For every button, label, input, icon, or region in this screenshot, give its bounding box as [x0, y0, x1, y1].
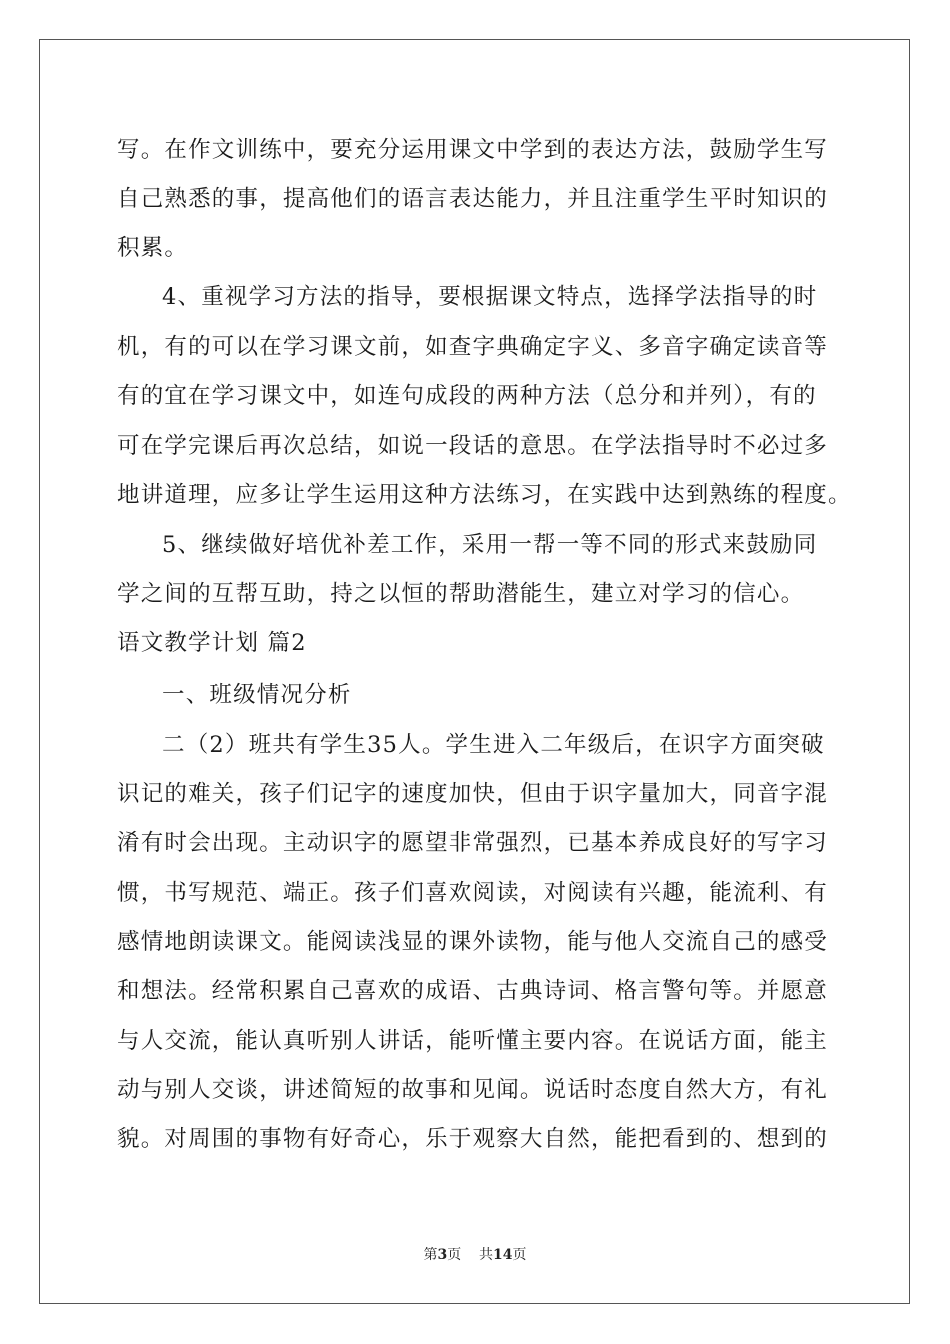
page-total: 14 — [493, 1247, 513, 1263]
text-line: 地讲道理，应多让学生运用这种方法练习，在实践中达到熟练的程度。 — [117, 482, 852, 508]
text-line: 感情地朗读课文。能阅读浅显的课外读物，能与他人交流自己的感受 — [117, 929, 829, 955]
total-prefix: 共 — [479, 1247, 494, 1263]
page-suffix: 页 — [447, 1247, 462, 1263]
page-border — [39, 39, 910, 1304]
page-footer — [0, 1245, 950, 1265]
text-line: 学之间的互帮互助，持之以恒的帮助潜能生，建立对学习的信心。 — [117, 581, 805, 607]
subsection-heading: 一、班级情况分析 — [162, 682, 352, 708]
text-line: 写。在作文训练中，要充分运用课文中学到的表达方法，鼓励学生写 — [117, 137, 829, 163]
section-heading: 语文教学计划 篇2 — [117, 630, 307, 656]
text-line: 可在学完课后再次总结，如说一段话的意思。在学法指导时不必过多 — [117, 433, 829, 459]
page-prefix: 第 — [423, 1247, 438, 1263]
text-line: 有的宜在学习课文中，如连句成段的两种方法（总分和并列），有的 — [117, 383, 817, 409]
text-line: 识记的难关，孩子们记字的速度加快，但由于识字量加大，同音字混 — [117, 781, 829, 807]
total-suffix: 页 — [512, 1247, 527, 1263]
text-line: 惯，书写规范、端正。孩子们喜欢阅读，对阅读有兴趣，能流利、有 — [117, 880, 829, 906]
text-line: 淆有时会出现。主动识字的愿望非常强烈，已基本养成良好的写字习 — [117, 830, 829, 856]
text-line: 4、重视学习方法的指导，要根据课文特点，选择学法指导的时 — [162, 284, 818, 310]
text-line: 貌。对周围的事物有好奇心，乐于观察大自然，能把看到的、想到的 — [117, 1126, 829, 1152]
text-line: 自己熟悉的事，提高他们的语言表达能力，并且注重学生平时知识的 — [117, 186, 829, 212]
text-line: 机，有的可以在学习课文前，如查字典确定字义、多音字确定读音等 — [117, 334, 829, 360]
text-line: 动与别人交谈，讲述简短的故事和见闻。说话时态度自然大方，有礼 — [117, 1077, 829, 1103]
text-line: 与人交流，能认真听别人讲话，能听懂主要内容。在说话方面，能主 — [117, 1028, 829, 1054]
text-line: 积累。 — [117, 235, 189, 261]
page-current: 3 — [437, 1247, 448, 1263]
text-line: 二（2）班共有学生35人。学生进入二年级后，在识字方面突破 — [162, 732, 825, 758]
text-line: 5、继续做好培优补差工作，采用一帮一等不同的形式来鼓励同 — [162, 532, 818, 558]
text-line: 和想法。经常积累自己喜欢的成语、古典诗词、格言警句等。并愿意 — [117, 978, 829, 1004]
